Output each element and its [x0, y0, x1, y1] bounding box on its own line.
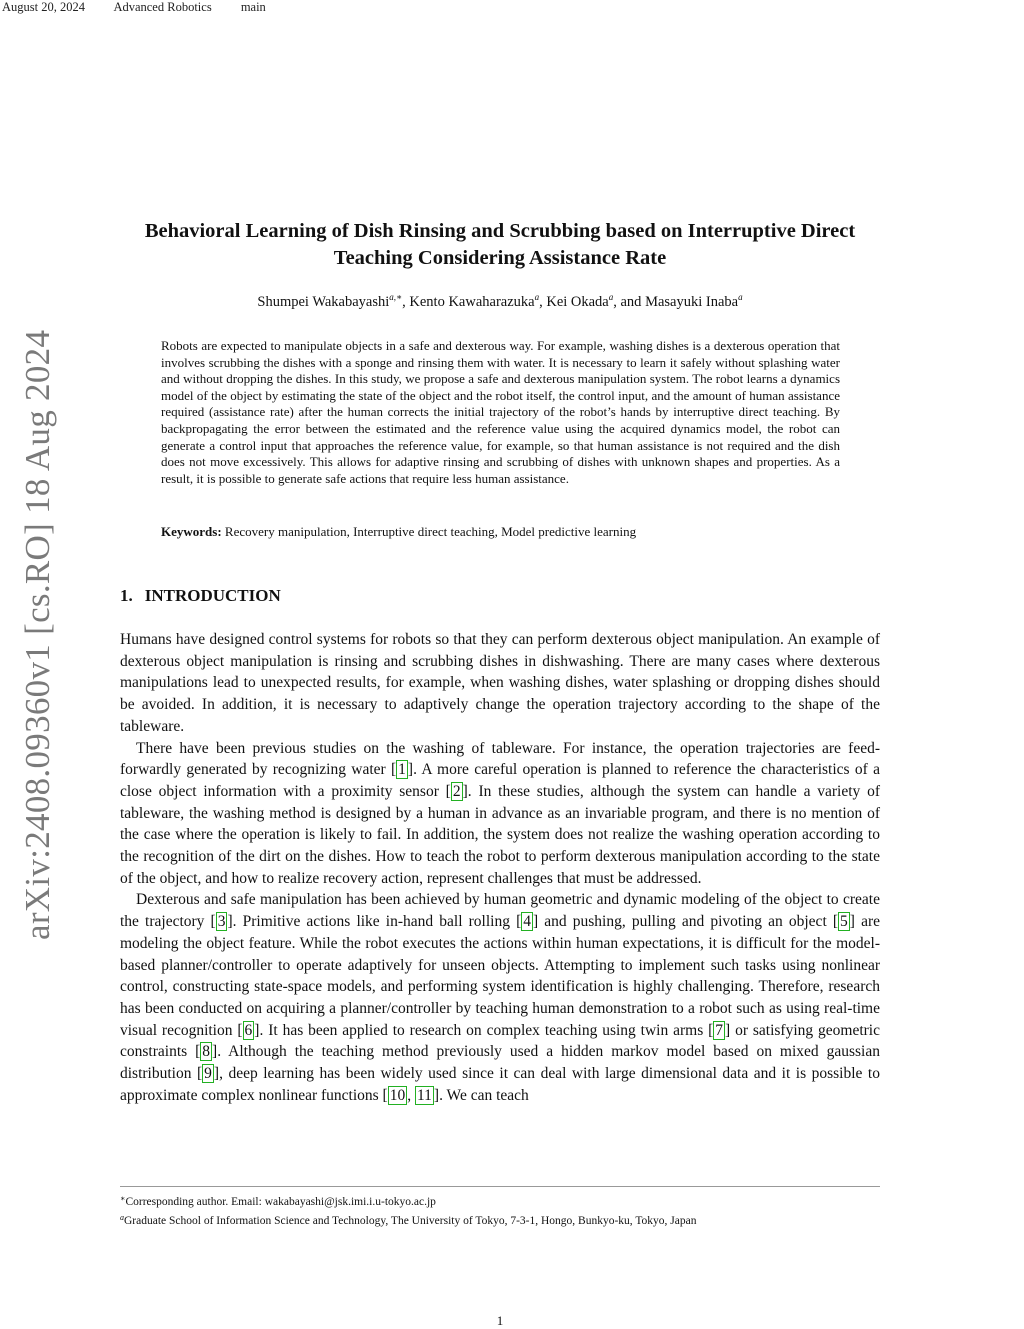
citation-separator: , [407, 1086, 415, 1104]
paragraph-text: Dexterous and safe manipulation has been achieved by human geometric and dynamic modeling of the object to create the trajectory [120, 891, 880, 931]
author-separator: , [539, 294, 547, 310]
page-number: 1 [496, 1313, 504, 1328]
running-head-journal: Advanced Robotics [113, 0, 212, 14]
footnote-text: Graduate School of Information Science and Technology, The University of Tokyo, 7-3-1, Hongo, Bunkyo-ku, Tokyo, Japan [124, 1215, 697, 1228]
paragraph-text: , deep learning has been widely used since it can deal with large dimensional data and it is possible to approximate complex nonlinear functions [ [120, 1065, 880, 1104]
paragraph: Humans have designed control systems for robots so that they can perform dexterous object manipulation. An example of dexterous object manipulation is rinsing and scrubbing dishes in dishwashing. There are many cases where dexterous manipulations lead to unexpected results, for example, when washing dishes, water splashing or dropping dishes should be avoided. In addition, it is necessary to adaptively change the operation trajectory according to the shape of the tableware. [120, 631, 880, 735]
introduction-body [120, 629, 880, 1106]
citation-link[interactable]: 4 [523, 913, 531, 931]
author-separator: , [402, 294, 410, 310]
citation-link[interactable]: 2 [452, 782, 461, 800]
author-affiliation-mark: a [738, 292, 743, 302]
paragraph-text: . Although the teaching method previously used a hidden markov model based on mixed gaussian distribution [120, 1043, 880, 1083]
footnote-mark: ∗ [120, 1194, 126, 1203]
author-name: Kento Kawaharazuka [409, 294, 535, 310]
section-title: INTRODUCTION [144, 586, 281, 605]
paragraph-text: or satisfying geometric constraints [120, 1021, 880, 1061]
keywords-label: Keywords: [161, 524, 222, 539]
author-separator: , and [613, 294, 646, 310]
paper-title: Behavioral Learning of Dish Rinsing and Scrubbing based on Interruptive Direct Teaching Considering Assistance Rate [144, 220, 856, 269]
author-name: Kei Okada [546, 294, 609, 310]
citation-link[interactable]: 1 [398, 761, 406, 779]
abstract: Robots are expected to manipulate objects in a safe and dexterous way. For example, washing dishes is a dexterous operation that involves scrubbing the dishes with a sponge and rinsing them with water. It is necessary to learn it safely without splashing water and without dropping the dishes. In this study, we propose a safe and dexterous manipulation system. The robot learns a dynamics model of the object by estimating the state of the object and the robot itself, the control input, and the amount of human assistance required (assistance rate) after the human corrects the initial trajectory of the robot’s hands by interruptive direct teaching. By backpropagating the error between the estimated and the reference value using the acquired dynamics model, the robot can generate a control input that approaches the reference value, for example, so that human assistance is not required and the dish does not move excessively. This allows for adaptive rinsing and scrubbing of dishes with unknown shapes and properties. As a result, it is possible to generate safe actions that require less human assistance. [161, 338, 840, 486]
author-name: Masayuki Inaba [645, 294, 739, 310]
arxiv-identifier: arXiv:2408.09360v1 [cs.RO] 18 Aug 2024 [18, 329, 57, 940]
author-affiliation-mark: a [534, 292, 540, 302]
citation-link[interactable]: 9 [204, 1065, 212, 1083]
keywords [161, 524, 840, 540]
running-head-date: August 20, 2024 [2, 0, 85, 14]
citation-link[interactable]: 7 [715, 1021, 724, 1039]
footnote-divider [120, 1186, 880, 1187]
paragraph: There have been previous studies on the washing of tableware. For instance, the operation trajectories are feed-forwardly generated by recognizing water [ 1 ]. A more careful operation is planned to reference the characteristics of a close object information with a proximity sensor [ 2 ]. In these studies, although the system can handle a variety of tableware, the washing method is designed by a human in advance as an invariable program, and there is no mention of the case where the operation is likely to fail. In addition, the system does not realize the washing operation according to the recognition of the dirt on the dishes. How to teach the robot to perform dexterous manipulation according to the state of the object, and how to realize recovery action, represent challenges that must be addressed. [120, 739, 881, 887]
section-heading [120, 586, 281, 606]
footnote-affiliation [120, 1210, 880, 1229]
paragraph-text: . It has been applied to research on complex teaching using twin arms [259, 1021, 709, 1039]
footnote-mark: a [120, 1213, 124, 1223]
footnotes [120, 1191, 880, 1230]
paragraph-text: are modeling the object feature. While the robot executes the actions within human expectations, it is difficult for the model-based planner/controller to operate adaptively for unseen objects. Attempting to implement such tasks using nonlinear control, constructing state-space models, and performing system identification is highly challenging. Therefore, research has been conducted on acquiring a planner/controller by teaching human demonstration to a robot such as using real-time visual recognition [120, 913, 880, 1039]
paragraph-text: . In these studies, although the system can handle a variety of tableware, the washing method is designed by a human in advance as an invariable program, and there is no mention of the case where the operation is likely to fail. In addition, the system does not realize the washing operation according to the recognition of the dirt on the dishes. How to teach the robot to perform dexterous manipulation according to the state of the object, and how to realize recovery action, represent challenges that must be addressed. [120, 782, 881, 887]
section-number: 1. [120, 586, 133, 605]
footnote-text: Corresponding author. Email: wakabayashi@jsk.imi.i.u-tokyo.ac.jp [125, 1196, 436, 1208]
paragraph-text: There have been previous studies on the washing of tableware. For instance, the operation trajectories are feed-forwardly generated by recognizing water [120, 739, 880, 779]
running-head [2, 0, 292, 15]
citation-link[interactable]: 5 [840, 913, 848, 931]
running-head-label: main [240, 0, 266, 14]
citation-link[interactable]: 10 [389, 1086, 406, 1104]
paragraph-text: . Primitive actions like in-hand ball rolling [232, 913, 517, 931]
keywords-text: Recovery manipulation, Interruptive direct teaching, Model predictive learning [224, 524, 637, 539]
paragraph-text: . A more careful operation is planned to reference the characteristics of a close object information with a proximity sensor [120, 761, 880, 800]
citation-link[interactable]: 6 [244, 1021, 253, 1039]
citation-link[interactable]: 11 [416, 1086, 432, 1104]
author-affiliation-mark: a,∗ [389, 292, 403, 302]
paragraph-text: and pushing, pulling and pivoting an object [538, 913, 833, 931]
author-name: Shumpei Wakabayashi [257, 294, 390, 310]
citation-link[interactable]: 8 [202, 1043, 211, 1061]
citation-link[interactable]: 3 [217, 913, 226, 931]
author-affiliation-mark: a [608, 292, 614, 302]
paragraph-text: ]. We can teach [433, 1086, 529, 1104]
paragraph: Dexterous and safe manipulation has been achieved by human geometric and dynamic modeling of the object to create the trajectory [ 3 ]. Primitive actions like in-hand ball rolling [ 4 ] and pushing, pulling and pivoting an object [ 5 ] are modeling the object feature. While the robot executes the actions within human expectations, it is difficult for the model-based planner/controller to operate adaptively for unseen objects. Attempting to implement such tasks using nonlinear control, constructing state-space models, and performing system identification is highly challenging. Therefore, research has been conducted on acquiring a planner/controller by teaching human demonstration to a robot such as using real-time visual recognition [ 6 ]. It has been applied to research on complex teaching using twin arms [ 7 ] or satisfying geometric constraints [ 8 ]. Although the teaching method previously used a hidden markov model based on mixed gaussian distribution [ 9 ], deep learning has been widely used since it can deal with large dimensional data and it is possible to approximate complex nonlinear functions [ 10 , 11 ]. We can teach [120, 891, 880, 1104]
author-list [110, 292, 890, 311]
footnote-corresponding-author [120, 1191, 880, 1210]
